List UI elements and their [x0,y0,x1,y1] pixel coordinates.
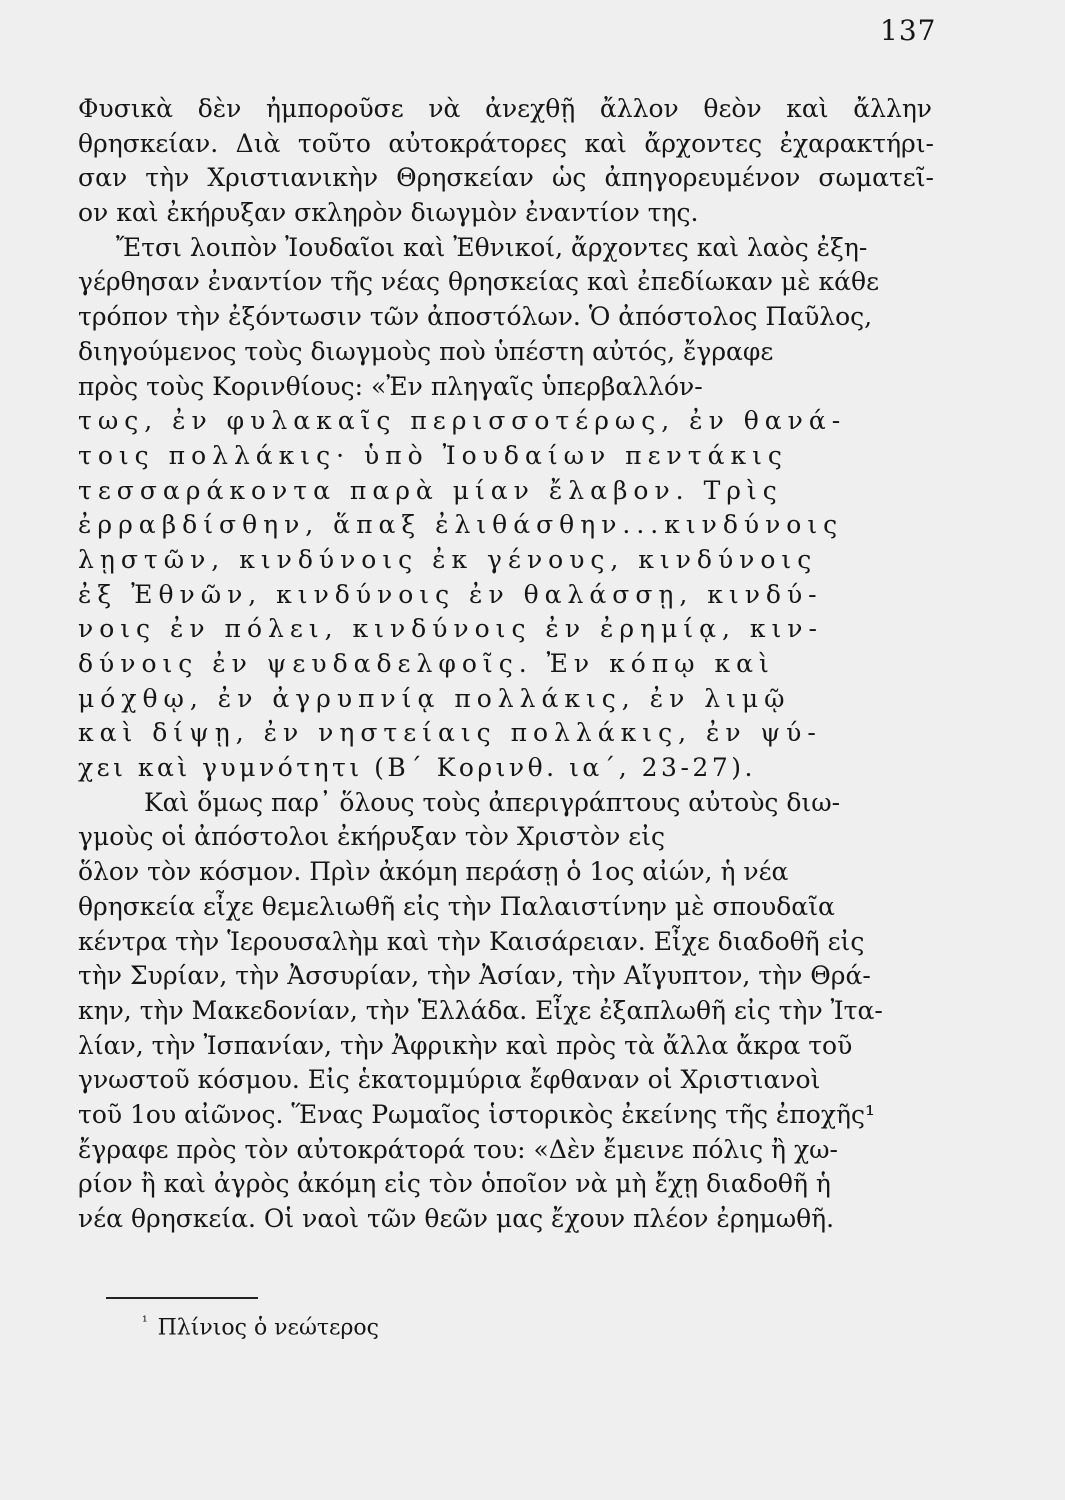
text-line: τρόπον τὴν ἐξόντωσιν τῶν ἀποστόλων. Ὁ ἀπόστολος Παῦλος, [78,302,873,332]
text-line: δύνοις ἐν ψευδαδελφοῖς. Ἐν κόπῳ καὶ [78,649,775,678]
text-line: νοις ἐν πόλει, κινδύνοις ἐν ἐρημίᾳ, κιν- [78,614,823,644]
text-line: λῃστῶν, κινδύνοις ἐκ γένους, κινδύνοις [78,544,818,574]
text-line: ον καὶ ἐκήρυξαν σκληρὸν διωγμὸν ἐναντίον της. [78,198,699,228]
text-line: τοις πολλάκις· ὑπὸ Ἰουδαίων πεντάκις [78,440,788,470]
text-line: διηγούμενος τοὺς διωγμοὺς ποὺ ὑπέστη αὐτός, ἔγραφε [78,336,774,366]
text-line: νέα θρησκεία. Οἱ ναοὶ τῶν θεῶν μας ἔχουν πλέον ἐρημωθῆ. [78,1204,835,1233]
text-line: Καὶ ὅμως παρ᾽ ὅλους τοὺς ἀπεριγράπτους αὐτοὺς διω- [144,787,841,817]
text-line: τοῦ 1ου αἰῶνος. Ἕνας Ρωμαῖος ἱστορικὸς ἐκείνης τῆς ἐποχῆς¹ [78,1099,875,1129]
text-line: τεσσαράκοντα παρὰ μίαν ἔλαβον. Τρὶς [78,475,783,505]
text-line: Φυσικὰ δὲν ἠμποροῦσε νὰ ἀνεχθῇ ἄλλον θεὸν καὶ ἄλλην [78,94,932,123]
text-line: τὴν Συρίαν, τὴν Ἀσσυρίαν, τὴν Ἀσίαν, τὴν Αἴγυπτον, τὴν Θρά- [78,961,871,991]
text-line: σαν τὴν Χριστιανικὴν Θρησκείαν ὡς ἀπηγορευμένον σωματεῖ- [78,163,934,193]
text-line: ἔγραφε πρὸς τὸν αὐτοκράτορά του: «Δὲν ἔμεινε πόλις ἢ χω- [78,1134,838,1164]
footnote-divider [106,1297,258,1299]
page-number: 137 [880,14,937,47]
text-line: ὅλον τὸν κόσμον. Πρὶν ἀκόμη περάσῃ ὁ 1ος αἰών, ἡ νέα [78,857,789,887]
text-line: ρίον ἢ καὶ ἀγρὸς ἀκόμη εἰς τὸν ὁποῖον νὰ μὴ ἔχῃ διαδοθῆ ἡ [78,1169,831,1199]
text-line: τως, ἐν φυλακαῖς περισσοτέρως, ἐν θανά- [78,406,847,436]
text-line: χει καὶ γυμνότητι (Β΄ Κορινθ. ια΄, 23-27). [78,753,756,783]
text-line: κην, τὴν Μακεδονίαν, τὴν Ἑλλάδα. Εἶχε ἐξαπλωθῆ εἰς τὴν Ἰτα- [78,995,883,1025]
text-line: γνωστοῦ κόσμου. Εἰς ἑκατομμύρια ἔφθαναν οἱ Χριστιανοὶ [78,1065,821,1095]
text-line: ἐρραβδίσθην, ἅπαξ ἐλιθάσθην...κινδύνοις [78,510,844,540]
footnote-text: Πλίνιος ὁ νεώτερος [157,1315,379,1341]
body-text [78,92,950,1237]
text-line: γμοὺς οἱ ἀπόστολοι ἐκήρυξαν τὸν Χριστὸν εἰς [78,822,666,852]
text-line: γέρθησαν ἐναντίον τῆς νέας θρησκείας καὶ ἐπεδίωκαν μὲ κάθε [78,267,880,297]
text-line: μόχθῳ, ἐν ἀγρυπνίᾳ πολλάκις, ἐν λιμῷ [78,683,791,713]
text-line: καὶ δίψῃ, ἐν νηστείαις πολλάκις, ἐν ψύ- [78,718,822,748]
footnote [142,1314,379,1340]
text-line: θρησκεία εἶχε θεμελιωθῆ εἰς τὴν Παλαιστίνην μὲ σπουδαῖα [78,891,835,921]
footnote-marker: ¹ [142,1314,148,1330]
text-line: πρὸς τοὺς Κορινθίους: «Ἐν πληγαῖς ὑπερβαλλόν- [78,371,703,401]
text-line: κέντρα τὴν Ἱερουσαλὴμ καὶ τὴν Καισάρειαν. Εἶχε διαδοθῆ εἰς [78,926,865,956]
text-line: θρησκείαν. Διὰ τοῦτο αὐτοκράτορες καὶ ἄρχοντες ἐχαρακτήρι- [78,128,934,158]
text-line: Ἔτσι λοιπὸν Ἰουδαῖοι καὶ Ἐθνικοί, ἄρχοντες καὶ λαὸς ἐξη- [116,232,868,262]
text-line: ἐξ Ἐθνῶν, κινδύνοις ἐν θαλάσσῃ, κινδύ- [78,579,823,609]
text-line: λίαν, τὴν Ἰσπανίαν, τὴν Ἀφρικὴν καὶ πρὸς τὰ ἄλλα ἄκρα τοῦ [78,1030,853,1060]
